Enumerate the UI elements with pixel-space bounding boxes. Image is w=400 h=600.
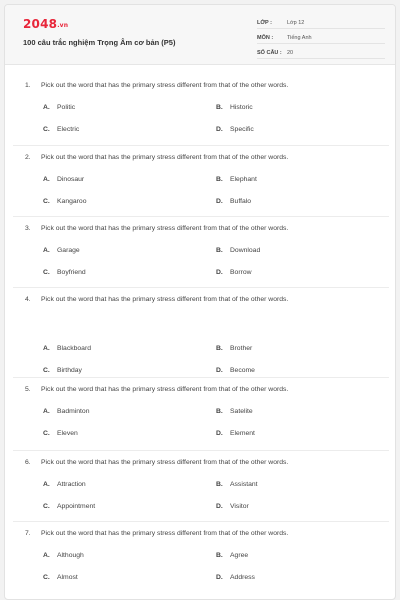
answer-option-b[interactable] bbox=[216, 247, 260, 254]
meta-label: LỚP : bbox=[257, 20, 272, 26]
question-divider bbox=[13, 377, 389, 378]
question-text: Pick out the word that has the primary stress different from that of the other words. bbox=[41, 459, 289, 466]
option-letter: A. bbox=[43, 247, 50, 254]
option-text: Satelite bbox=[230, 408, 253, 415]
option-letter: A. bbox=[43, 104, 50, 111]
option-text: Become bbox=[230, 367, 255, 374]
answer-option-d[interactable] bbox=[216, 574, 255, 581]
answer-option-a[interactable] bbox=[43, 552, 84, 559]
option-text: Assistant bbox=[230, 481, 258, 488]
question-item bbox=[25, 154, 385, 214]
option-text: Garage bbox=[57, 247, 80, 254]
question-item bbox=[25, 530, 385, 590]
worksheet-header bbox=[5, 5, 395, 65]
option-text: Electric bbox=[57, 126, 80, 133]
option-text: Kangaroo bbox=[57, 198, 87, 205]
answer-option-b[interactable] bbox=[216, 408, 253, 415]
question-text: Pick out the word that has the primary stress different from that of the other words. bbox=[41, 530, 289, 537]
option-text: Historic bbox=[230, 104, 253, 111]
option-letter: D. bbox=[216, 269, 223, 276]
option-text: Almost bbox=[57, 574, 78, 581]
question-text: Pick out the word that has the primary stress different from that of the other words. bbox=[41, 225, 289, 232]
answer-option-c[interactable] bbox=[43, 430, 78, 437]
answer-option-c[interactable] bbox=[43, 126, 79, 133]
option-letter: A. bbox=[43, 176, 50, 183]
worksheet-page bbox=[4, 4, 396, 600]
option-text: Buffalo bbox=[230, 198, 252, 205]
question-divider bbox=[13, 521, 389, 522]
question-text: Pick out the word that has the primary stress different from that of the other words. bbox=[41, 82, 289, 89]
question-number: 7. bbox=[25, 530, 31, 537]
answer-option-d[interactable] bbox=[216, 503, 249, 510]
question-item bbox=[25, 82, 385, 142]
question-divider bbox=[13, 216, 389, 217]
answer-option-c[interactable] bbox=[43, 269, 86, 276]
question-text: Pick out the word that has the primary stress different from that of the other words. bbox=[41, 296, 289, 303]
option-letter: C. bbox=[43, 574, 50, 581]
option-text: Eleven bbox=[57, 430, 78, 437]
option-letter: B. bbox=[216, 552, 223, 559]
answer-option-b[interactable] bbox=[216, 345, 252, 352]
answer-option-c[interactable] bbox=[43, 367, 82, 374]
option-text: Elephant bbox=[230, 176, 257, 183]
option-letter: B. bbox=[216, 104, 223, 111]
question-number: 2. bbox=[25, 154, 31, 161]
question-text: Pick out the word that has the primary stress different from that of the other words. bbox=[41, 386, 289, 393]
answer-option-a[interactable] bbox=[43, 345, 91, 352]
option-letter: B. bbox=[216, 247, 223, 254]
question-item bbox=[25, 459, 385, 519]
answer-option-a[interactable] bbox=[43, 176, 84, 183]
option-text: Appointment bbox=[57, 503, 96, 510]
option-letter: D. bbox=[216, 198, 223, 205]
question-number: 3. bbox=[25, 225, 31, 232]
option-text: Birthday bbox=[57, 367, 82, 374]
option-text: Boyfriend bbox=[57, 269, 86, 276]
answer-option-d[interactable] bbox=[216, 269, 252, 276]
question-item bbox=[25, 296, 385, 374]
option-letter: D. bbox=[216, 126, 223, 133]
answer-option-c[interactable] bbox=[43, 198, 86, 205]
option-text: Badminton bbox=[57, 408, 90, 415]
option-text: Element bbox=[230, 430, 255, 437]
option-letter: B. bbox=[216, 481, 223, 488]
option-letter: A. bbox=[43, 345, 50, 352]
option-text: Specific bbox=[230, 126, 254, 133]
answer-option-a[interactable] bbox=[43, 408, 90, 415]
question-item bbox=[25, 386, 385, 446]
answer-option-b[interactable] bbox=[216, 176, 257, 183]
question-divider bbox=[13, 145, 389, 146]
answer-option-d[interactable] bbox=[216, 367, 255, 374]
question-number: 6. bbox=[25, 459, 31, 466]
option-letter: A. bbox=[43, 552, 50, 559]
answer-option-d[interactable] bbox=[216, 126, 254, 133]
option-letter: C. bbox=[43, 430, 50, 437]
question-divider bbox=[13, 450, 389, 451]
option-letter: D. bbox=[216, 430, 223, 437]
option-letter: A. bbox=[43, 481, 50, 488]
option-text: Visitor bbox=[230, 503, 249, 510]
answer-option-b[interactable] bbox=[216, 552, 248, 559]
option-text: Dinosaur bbox=[57, 176, 85, 183]
option-letter: B. bbox=[216, 345, 223, 352]
answer-option-a[interactable] bbox=[43, 247, 80, 254]
answer-option-b[interactable] bbox=[216, 104, 253, 111]
option-text: Borrow bbox=[230, 269, 252, 276]
answer-option-d[interactable] bbox=[216, 198, 251, 205]
question-number: 1. bbox=[25, 82, 31, 89]
option-text: Address bbox=[230, 574, 255, 581]
option-text: Although bbox=[57, 552, 84, 559]
option-text: Agree bbox=[230, 552, 249, 559]
question-item bbox=[25, 225, 385, 285]
option-text: Attraction bbox=[57, 481, 86, 488]
meta-row-subject bbox=[257, 34, 385, 44]
option-letter: C. bbox=[43, 126, 50, 133]
question-divider bbox=[13, 287, 389, 288]
option-letter: B. bbox=[216, 176, 223, 183]
question-number: 4. bbox=[25, 296, 31, 303]
option-text: Politic bbox=[57, 104, 76, 111]
answer-option-c[interactable] bbox=[43, 574, 78, 581]
answer-option-d[interactable] bbox=[216, 430, 255, 437]
option-letter: A. bbox=[43, 408, 50, 415]
question-number: 5. bbox=[25, 386, 31, 393]
answer-option-a[interactable] bbox=[43, 104, 75, 111]
worksheet-title: 100 câu trắc nghiệm Trọng Âm cơ bản (P5) bbox=[23, 38, 176, 47]
option-text: Blackboard bbox=[57, 345, 92, 352]
option-letter: C. bbox=[43, 367, 50, 374]
option-letter: C. bbox=[43, 503, 50, 510]
option-letter: B. bbox=[216, 408, 223, 415]
meta-value: Tiếng Anh bbox=[287, 35, 312, 41]
meta-label: MÔN : bbox=[257, 35, 274, 41]
answer-option-a[interactable] bbox=[43, 481, 86, 488]
question-text: Pick out the word that has the primary stress different from that of the other words. bbox=[41, 154, 289, 161]
option-letter: D. bbox=[216, 367, 223, 374]
answer-option-c[interactable] bbox=[43, 503, 95, 510]
meta-value: 20 bbox=[287, 50, 294, 56]
option-letter: C. bbox=[43, 269, 50, 276]
site-logo[interactable]: 2048.vn bbox=[23, 17, 69, 31]
answer-option-b[interactable] bbox=[216, 481, 258, 488]
option-letter: C. bbox=[43, 198, 50, 205]
option-text: Download bbox=[230, 247, 261, 254]
meta-value: Lớp 12 bbox=[287, 20, 305, 26]
meta-row-class bbox=[257, 19, 385, 29]
meta-label: SỐ CÂU : bbox=[257, 50, 282, 56]
meta-row-count bbox=[257, 49, 385, 59]
option-letter: D. bbox=[216, 574, 223, 581]
option-text: Brother bbox=[230, 345, 253, 352]
option-letter: D. bbox=[216, 503, 223, 510]
